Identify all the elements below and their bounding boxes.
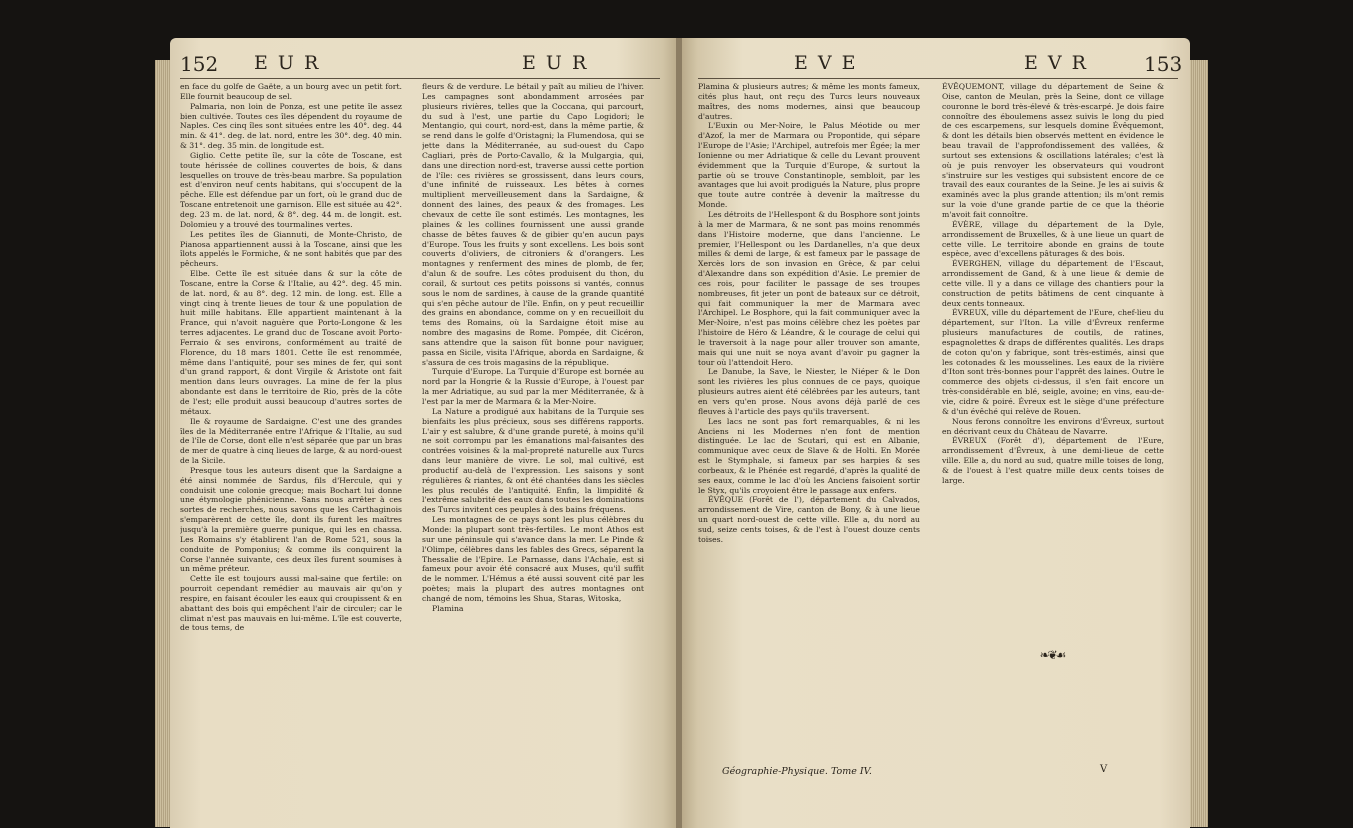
paragraph: Le Danube, la Save, le Niester, le Niéper & le Don sont les rivières les plus connues de ce pays, quoique plusieurs autres aient été célébrées par les auteurs, tant en vers qu'en prose. Nous avons déjà parlé de ces fleuves à l'article des pays qu'ils traversent. xyxy=(698,367,920,416)
paragraph: Giglio. Cette petite île, sur la côte de Toscane, est toute hérissée de collines couvertes de bois, & dans lesquelles on trouve de très-beau marbre. Sa population est d'environ neuf cents habitans, qui s'occupent de la pêche. Elle est défendue par un fort, où le grand duc de Toscane entretenoit une garnison. Elle est située au 42°. deg. 23 m. de lat. nord, & 8°. deg. 44 m. de longit. est. Dolomieu y a trouvé des tourmalines vertes. xyxy=(180,150,402,229)
tailpiece-ornament: ❧❦☙ xyxy=(1039,648,1065,662)
left-column-2 xyxy=(422,82,644,802)
left-page xyxy=(170,38,678,828)
right-page-number: 153 xyxy=(1144,52,1183,76)
paragraph: en face du golfe de Gaëte, a un bourg avec un petit fort. Elle fournit beaucoup de sel. xyxy=(180,82,402,101)
paragraph: ÉVREUX, ville du département de l'Eure, chef-lieu du département, sur l'Iton. La ville d'Évreux renferme plusieurs manufactures de coutils, de ratines, espagnolettes & draps de différentes qualités. Les draps de coton qu'on y fabrique, sont très-estimés, ainsi que les cotonades & les mousselines. Les eaux de la rivière d'Iton sont très-bonnes pour l'apprêt des laines. Outre le commerce des objets ci-dessus, il s'en fait encore un très-considérable en blé, seigle, avoine; en vins, eau-de-vie, cidre & poiré. Évreux est le siège d'une préfecture & d'un évêché qui relève de Rouen. xyxy=(942,308,1164,416)
paragraph: ÉVÊQUEMONT, village du département de Seine & Oise, canton de Meulan, près la Seine, dont ce village couronne le bord très-élevé & très-escarpé. Je dois faire connoître des éboulemens assez suivis le long du pied de ces escarpemens, sur lesquels domine Évêquemont, & dont les détails bien observés mettent en évidence le beau travail de l'approfondissement des vallées, & surtout ses extensions & oscillations latérales; c'est là où je puis renvoyer les observateurs qui voudront s'instruire sur les vestiges qui subsistent encore de ce travail des eaux courantes de la Seine. Je les ai suivis & examinés avec la plus grande attention; ils m'ont remis sur la voie d'une grande partie de ce que la théorie m'avoit fait connoître. xyxy=(942,82,1164,219)
right-page xyxy=(682,38,1190,828)
paragraph: Cette île est toujours aussi mal-saine que fertile: on pourroit cependant remédier au mauvais air qu'on y respire, en faisant écouler les eaux qui croupissent & en abattant des bois qui empêchent l'air de circuler; car le climat n'est pas mauvais en lui-même. L'île est couverte, de tous tems, de xyxy=(180,574,402,633)
paragraph: Les détroits de l'Hellespont & du Bosphore sont joints à la mer de Marmara, & ne sont pas moins renommés dans l'Histoire moderne, que dans l'ancienne. Le premier, l'Hellespont ou les Dardanelles, n'a que deux milles & demi de large, & est fameux par le passage de Xercès lors de son invasion en Grèce, & par celui d'Alexandre dans son expédition d'Asie. Le premier de ces rois, pour faciliter le passage de ses troupes nombreuses, fit jeter un pont de bateaux sur ce détroit, qui fait communiquer la mer de Marmara avec l'Archipel. Le Bosphore, qui la fait communiquer avec la Mer-Noire, n'est pas moins célèbre chez les poètes par l'histoire de Héro & Léandre, & le courage de celui qui le traversoit à la nage pour aller trouver son amante, mais qui une nuit se noya avant d'avoir pu gagner la tour où l'attendoit Hero. xyxy=(698,209,920,367)
paragraph: ÉVERGHEN, village du département de l'Escaut, arrondissement de Gand, & à une lieue & demie de cette ville. Il y a dans ce village des chantiers pour la construction de petits bâtimens de cent cinquante à deux cents tonneaux. xyxy=(942,259,1164,308)
header-rule xyxy=(180,78,660,79)
paragraph: Elbe. Cette île est située dans & sur la côte de Toscane, entre la Corse & l'Italie, au 42°. deg. 45 min. de lat. nord, & au 8°. deg. 12 min. de long. est. Elle a vingt cinq à trente lieues de tour & une population de huit mille habitans. Elle appartient maintenant à la France, qui n'avoit naguère que Porto-Longone & les terres adjacentes. Le grand duc de Toscane avoit Porto-Ferraio & ses environs, conformément au traité de Florence, du 18 mars 1801. Cette île est renommée, même dans l'antiquité, pour ses mines de fer, qui sont d'un grand rapport, & dont Virgile & Aristote ont fait mention dans leurs ouvrages. La mine de fer la plus abondante est dans le territoire de Rio, près de la côte de l'est; elle produit aussi beaucoup d'autres sortes de métaux. xyxy=(180,269,402,416)
paragraph: Nous ferons connoître les environs d'Évreux, surtout en décrivant ceux du Château de Navarre. xyxy=(942,416,1164,436)
right-page-edges xyxy=(1190,60,1208,827)
left-page-number: 152 xyxy=(180,52,219,76)
open-book xyxy=(170,38,1190,828)
paragraph: Turquie d'Europe. La Turquie d'Europe est bornée au nord par la Hongrie & la Russie d'Europe, à l'ouest par la mer Adriatique, au sud par la mer Méditerranée, & à l'est par la mer de Marmara & la Mer-Noire. xyxy=(422,367,644,406)
paragraph: fleurs & de verdure. Le bétail y paît au milieu de l'hiver. Les campagnes sont abondamment arrosées par plusieurs rivières, telles que la Coccana, qui parcourt, du sud à l'est, une partie du Capo Logidori; le Mentangio, qui court, nord-est, dans la même partie, & se rend dans le golfe d'Oristagni; la Flumendosa, qui se jette dans la Méditerranée, au sud-ouest du Capo Cagliari, près de Porto-Cavallo, & la Mulgargia, qui, dans une direction nord-est, traverse aussi cette portion de l'île: ces rivières se grossissent, dans leurs cours, d'une infinité de ruisseaux. Les bêtes à cornes multiplient merveilleusement dans la Sardaigne, & donnent des laines, des peaux & des fromages. Les chevaux de cette île sont estimés. Les montagnes, les plaines & les collines fournissent une aussi grande chasse de bêtes fauves & de gibier qu'en aucun pays d'Europe. Tous les fruits y sont excellens. Les bois sont couverts d'oliviers, de citroniers & d'orangers. Les montagnes y renferment des mines de plomb, de fer, d'alun & de soufre. Les côtes produisent du thon, du corail, & surtout ces petits poissons si vantés, connus sous le nom de sardines, à cause de la grande quantité qui s'en pêche autour de l'île. Enfin, on y peut recueillir des grains en abondance, comme on y en recueilloit du tems des Romains, où la Sardaigne étoit mise au nombre des magasins de Rome. Pompée, dit Cicéron, sans attendre que la saison fût bonne pour naviguer, passa en Sicile, visita l'Afrique, aborda en Sardaigne, & s'assura de ces trois magasins de la république. xyxy=(422,82,644,367)
left-column-1 xyxy=(180,82,402,802)
right-header-left: E V E xyxy=(794,52,858,74)
paragraph: Plamina & plusieurs autres; & même les monts fameux, cités plus haut, ont reçu des Turcs leurs nouveaux maîtres, des noms modernes, ainsi que beaucoup d'autres. xyxy=(698,82,920,121)
paragraph: La Nature a prodigué aux habitans de la Turquie ses bienfaits les plus précieux, sous ses différens rapports. L'air y est salubre, & d'une grande pureté, à moins qu'il ne soit corrompu par les émanations mal-faisantes des contrées voisines & la mal-propreté naturelle aux Turcs dans leur manière de vivre. Le sol, mal cultivé, est productif au-delà de l'expression. Les saisons y sont régulières & riantes, & ont été chantées dans les siècles les plus reculés de l'antiquité. Enfin, la limpidité & l'extrême salubrité des eaux dans toutes les dominations des Turcs invitent ces peuples à des bains fréquens. xyxy=(422,406,644,515)
left-header-right: E U R xyxy=(522,52,589,74)
paragraph: Les lacs ne sont pas fort remarquables, & ni les Anciens ni les Modernes n'en font de mention distinguée. Le lac de Scutari, qui est en Albanie, communique avec ceux de Slave & de Holti. En Morée est le Stymphale, si fameux par ses harpies & ses corbeaux, & le Phénée est regardé, d'après la qualité de ses eaux, comme le lac d'où les Anciens faisoient sortir le Styx, qu'ils croyoient être le passage aux enfers. xyxy=(698,416,920,495)
paragraph: Plamina xyxy=(432,603,464,613)
paragraph: Ile & royaume de Sardaigne. C'est une des grandes îles de la Méditerranée entre l'Afrique & l'Italie, au sud de l'île de Corse, dont elle n'est séparée que par un bras de mer de quatre à cinq lieues de large, & au nord-ouest de la Sicile. xyxy=(180,416,402,466)
paragraph: ÉVÈRE, village du département de la Dyle, arrondissement de Bruxelles, & à une lieue un quart de cette ville. Le territoire abonde en grains de toute espèce, avec d'excellens pâturages & des bois. xyxy=(942,219,1164,259)
header-rule xyxy=(698,78,1178,79)
right-column-2 xyxy=(942,82,1164,642)
paragraph: Palmaria, non loin de Ponza, est une petite île assez bien cultivée. Toutes ces îles dépendent du royaume de Naples. Ces cinq îles sont situées entre les 40°. deg. 44 min. & 41°. deg. de lat. nord, entre les 30°. deg. 40 min. & 31°. deg. 35 min. de longitude est. xyxy=(180,101,402,151)
paragraph: Les petites îles de Giannuti, de Monte-Christo, de Pianosa appartiennent aussi à la Toscane, ainsi que les îlots appelés le Formiche, & ne sont habités que par des pêcheurs. xyxy=(180,229,402,269)
paragraph: Presque tous les auteurs disent que la Sardaigne a été ainsi nommée de Sardus, fils d'Hercule, qui y conduisit une colonie grecque; mais Bochart lui donne une étymologie phénicienne. Sans nous arrêter à ces sortes de recherches, nous savons que les Carthaginois s'emparèrent de cette île, dont ils furent les maîtres jusqu'à la première guerre punique, qui les en chassa. Les Romains s'y établirent l'an de Rome 521, sous la conduite de Pomponius; & comme ils conquirent la Corse l'année suivante, ces deux îles furent soumises à un même préteur. xyxy=(180,465,402,574)
page-footer: Géographie-Physique. Tome IV. xyxy=(722,766,872,777)
right-header-right: E V R xyxy=(1024,52,1088,74)
signature-mark: V xyxy=(1100,764,1108,775)
left-header-left: E U R xyxy=(254,52,321,74)
right-column-1 xyxy=(698,82,920,802)
paragraph: L'Euxin ou Mer-Noire, le Palus Méotide ou mer d'Azof, la mer de Marmara ou Propontide, qui sépare l'Europe de l'Asie; l'Archipel, autrefois mer Égée; la mer Ionienne ou mer Adriatique & celle du Levant prouvent évidemment que la Turquie d'Europe, & surtout la partie où se trouve Constantinople, sembloit, par les avantages que lui avoit prodigués la Nature, plus propre que toute autre contrée à devenir la maîtresse du Monde. xyxy=(698,121,920,210)
paragraph: Les montagnes de ce pays sont les plus célèbres du Monde: la plupart sont très-fertiles. Le mont Athos est sur une péninsule qui s'avance dans la mer. Le Pinde & l'Olimpe, célèbres dans les fables des Grecs, séparent la Thessalie de l'Epire. Le Parnasse, dans l'Achaïe, est si fameux pour avoir été consacré aux Muses, qu'il suffit de le nommer. L'Hémus a été aussi souvent cité par les poètes; mais la plupart des autres montagnes ont changé de nom, témoins les Shua, Staras, Witoska, xyxy=(422,515,644,603)
paragraph: ÉVREUX (Forêt d'), département de l'Eure, arrondissement d'Évreux, à une demi-lieue de cette ville. Elle a, du nord au sud, quatre mille toises de long, & de l'ouest à l'est quatre mille deux cents toises de large. xyxy=(942,436,1164,485)
left-page-edges xyxy=(155,60,170,827)
paragraph: ÉVÊQUE (Forêt de l'), département du Calvados, arrondissement de Vire, canton de Bony, & à une lieue un quart nord-ouest de cette ville. Elle a, du nord au sud, seize cents toises, & de l'est à l'ouest douze cents toises. xyxy=(698,495,920,544)
